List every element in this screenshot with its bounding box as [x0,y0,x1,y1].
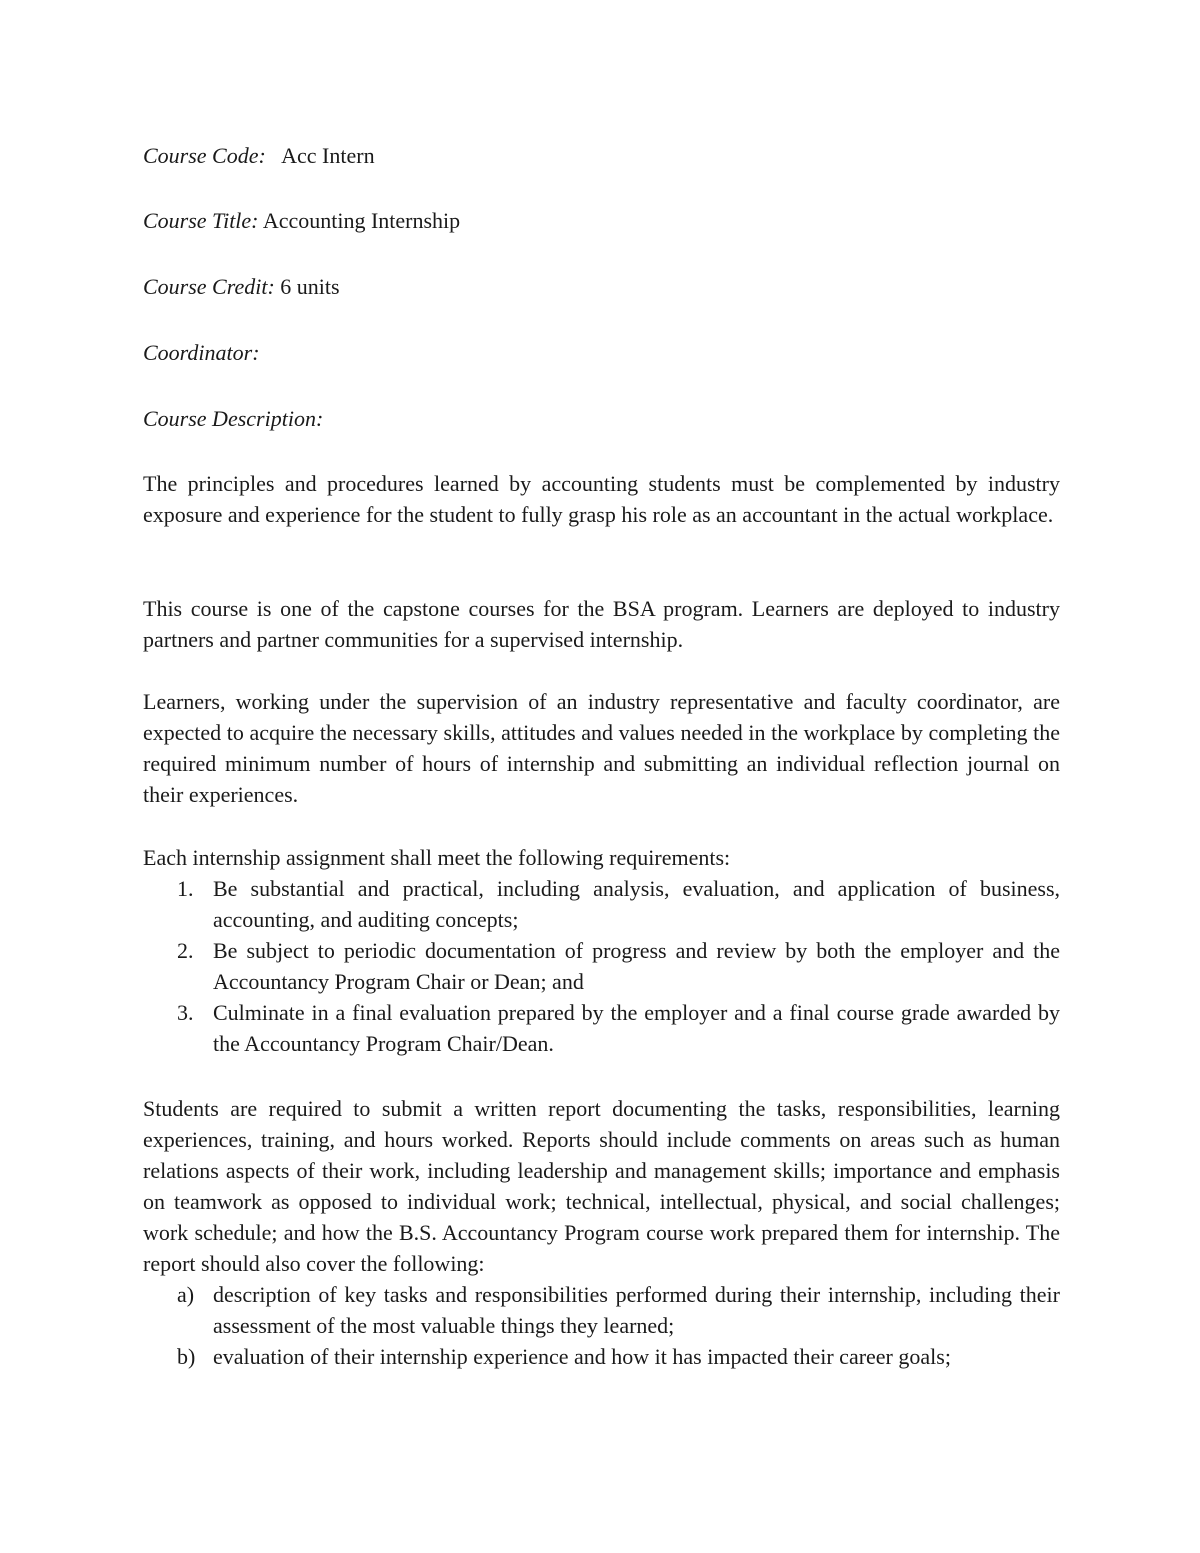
list-item [143,873,1060,935]
course-title-label: Course Title: [143,208,259,233]
coordinator-line [143,337,1060,368]
paragraph-intro: The principles and procedures learned by accounting students must be complemented by industry exposure and experience for the student to fully grasp his role as an accountant in the actual workplace. [143,471,1060,527]
list-item [143,1279,1060,1341]
requirements-list [143,873,1060,1059]
course-code-value: Acc Intern [281,143,375,168]
list-text: evaluation of their internship experience and how it has impacted their career goals; [213,1344,951,1369]
list-text: Be substantial and practical, including analysis, evaluation, and application of business, accounting, and auditing concepts; [213,876,1060,932]
list-item [143,935,1060,997]
list-letter: a) [177,1282,195,1307]
course-title-line [143,205,1060,236]
course-title-value: Accounting Internship [262,208,461,233]
course-credit-label: Course Credit: [143,274,275,299]
list-text: Culminate in a final evaluation prepared by the employer and a final course grade awarded by the Accountancy Program Chair/Dean. [213,1000,1060,1056]
paragraph-learners: Learners, working under the supervision of an industry representative and faculty coordinator, are expected to acquire the necessary skills, attitudes and values needed in the workplace by completing the required minimum number of hours of internship and submitting an individual reflection journal on their experiences. [143,689,1060,807]
list-number: 1. [177,876,194,901]
list-letter: b) [177,1344,196,1369]
list-text: Be subject to periodic documentation of progress and review by both the employer and the Accountancy Program Chair or Dean; and [213,938,1060,994]
coordinator-label: Coordinator: [143,340,260,365]
list-item [143,1341,1060,1372]
course-description-label: Course Description: [143,406,324,431]
course-code-label: Course Code: [143,143,266,168]
requirements-section [143,842,1060,1059]
list-number: 2. [177,938,194,963]
report-section [143,1093,1060,1372]
report-items-list [143,1279,1060,1372]
requirements-intro: Each internship assignment shall meet the following requirements: [143,845,731,870]
course-credit-value: 6 units [280,274,340,299]
course-description-heading [143,403,1060,434]
paragraph-report: Students are required to submit a written report documenting the tasks, responsibilities, learning experiences, training, and hours worked. Reports should include comments on areas such as human relations aspects of their work, including leadership and management skills; importance and emphasis on teamwork as opposed to individual work; technical, intellectual, physical, and social challenges; work schedule; and how the B.S. Accountancy Program course work prepared them for internship. The report should also cover the following: [143,1096,1060,1276]
list-number: 3. [177,1000,194,1025]
paragraph-capstone: This course is one of the capstone courses for the BSA program. Learners are deployed to industry partners and partner communities for a supervised internship. [143,596,1060,652]
course-code-line [143,140,1060,171]
course-credit-line [143,271,1060,302]
list-text: description of key tasks and responsibilities performed during their internship, including their assessment of the most valuable things they learned; [213,1282,1060,1338]
list-item [143,997,1060,1059]
